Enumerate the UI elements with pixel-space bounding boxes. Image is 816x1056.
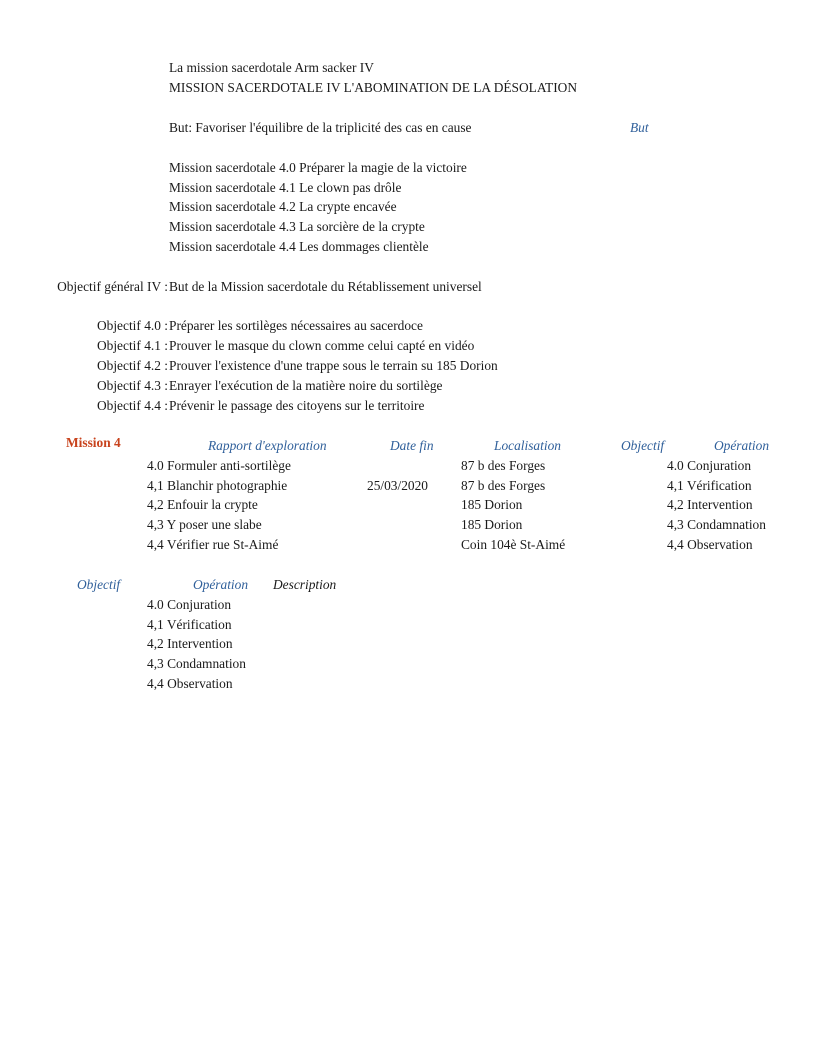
- table-cell-rapport: 4,1 Blanchir photographie: [147, 478, 288, 493]
- objectif-text: Prouver le masque du clown comme celui capté en vidéo: [169, 338, 475, 353]
- table-cell-operation: 4,3 Condamnation: [667, 517, 766, 532]
- header-rapport-exploration: Rapport d'exploration: [208, 438, 327, 453]
- objectif-text: Prouver l'existence d'une trappe sous le terrain su 185 Dorion: [169, 358, 498, 373]
- objectif-general-text: But de la Mission sacerdotale du Rétablissement universel: [169, 279, 482, 294]
- objectif-text: Préparer les sortilèges nécessaires au sacerdoce: [169, 318, 423, 333]
- objectif-general-label: Objectif général IV :: [57, 279, 168, 294]
- header-date-fin: Date fin: [390, 438, 434, 453]
- but-label: But: [630, 120, 649, 135]
- objectif-label: Objectif 4.2 :: [96, 358, 168, 373]
- table-cell-operation: 4,2 Intervention: [667, 497, 753, 512]
- table-cell-operation: 4,1 Vérification: [667, 478, 752, 493]
- table-cell-localisation: Coin 104è St-Aimé: [461, 537, 566, 552]
- table-cell-localisation: 87 b des Forges: [461, 458, 546, 473]
- mission-item: Mission sacerdotale 4.4 Les dommages clientèle: [169, 239, 429, 254]
- header-operation: Opération: [714, 438, 770, 453]
- mission-item: Mission sacerdotale 4.1 Le clown pas drôle: [169, 180, 402, 195]
- table-cell-localisation: 87 b des Forges: [461, 478, 546, 493]
- mission-item: Mission sacerdotale 4.2 La crypte encavée: [169, 199, 397, 214]
- objectif-text: Prévenir le passage des citoyens sur le territoire: [169, 398, 425, 413]
- objectif-label: Objectif 4.1 :: [96, 338, 168, 353]
- table2-cell-operation: 4,3 Condamnation: [147, 656, 246, 671]
- table-cell-localisation: 185 Dorion: [461, 517, 523, 532]
- table2-cell-operation: 4,2 Intervention: [147, 636, 233, 651]
- table-cell-rapport: 4,2 Enfouir la crypte: [147, 497, 258, 512]
- table2-header-operation: Opération: [193, 577, 249, 592]
- table-cell-operation: 4.0 Conjuration: [667, 458, 752, 473]
- objectif-label: Objectif 4.3 :: [96, 378, 168, 393]
- table2-header-objectif: Objectif: [77, 577, 121, 592]
- table-cell-date: 25/03/2020: [367, 478, 429, 493]
- document-subtitle: La mission sacerdotale Arm sacker IV: [169, 60, 374, 75]
- objectif-label: Objectif 4.4 :: [96, 398, 168, 413]
- header-localisation: Localisation: [494, 438, 561, 453]
- table2-cell-operation: 4.0 Conjuration: [147, 597, 232, 612]
- table2-cell-operation: 4,1 Vérification: [147, 617, 232, 632]
- table-cell-rapport: 4,3 Y poser une slabe: [147, 517, 262, 532]
- mission-item: Mission sacerdotale 4.3 La sorcière de la crypte: [169, 219, 425, 234]
- table2-cell-operation: 4,4 Observation: [147, 676, 233, 691]
- table2-header-description: Description: [273, 577, 337, 592]
- but-text: But: Favoriser l'équilibre de la triplicité des cas en cause: [169, 120, 472, 135]
- objectif-text: Enrayer l'exécution de la matière noire du sortilège: [169, 378, 443, 393]
- objectif-label: Objectif 4.0 :: [96, 318, 168, 333]
- mission-item: Mission sacerdotale 4.0 Préparer la magie de la victoire: [169, 160, 467, 175]
- table-cell-operation: 4,4 Observation: [667, 537, 753, 552]
- table-cell-rapport: 4,4 Vérifier rue St-Aimé: [147, 537, 279, 552]
- document-title: MISSION SACERDOTALE IV L'ABOMINATION DE LA DÉSOLATION: [169, 80, 578, 95]
- header-objectif: Objectif: [621, 438, 665, 453]
- table-cell-localisation: 185 Dorion: [461, 497, 523, 512]
- table-cell-rapport: 4.0 Formuler anti-sortilège: [147, 458, 291, 473]
- mission-4-label: Mission 4: [66, 435, 121, 450]
